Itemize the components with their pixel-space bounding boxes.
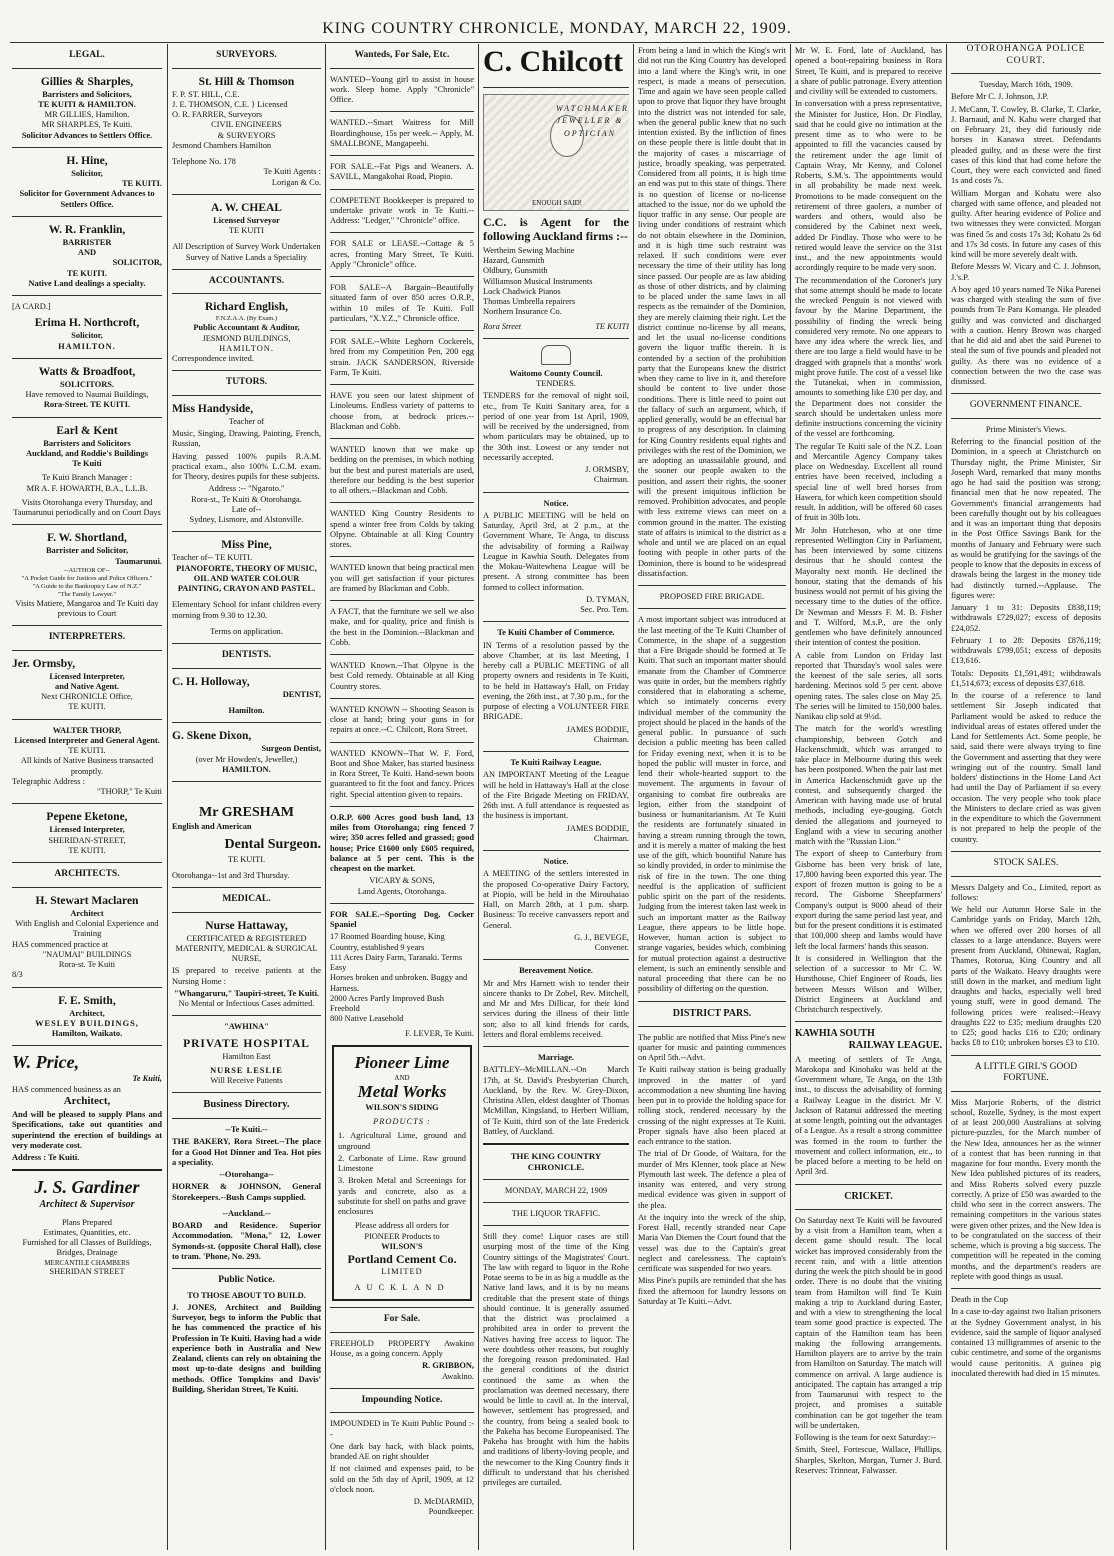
advert-name: C. H. Holloway, xyxy=(172,675,250,688)
agent-firm: Northern Insurance Co. xyxy=(483,307,562,317)
notice-heading: Te Kuiti Chamber of Commerce. xyxy=(497,628,615,638)
column-reports: OTOROHANGA POLICE COURT. Tuesday, March 16th, 1909. Before Mr C. J. Johnson, J.P. J. McCann, T. Cowley, B. Clarke, T. Clarke, J. Barnaud, and N. Kahu were charged that on February 21, they did furiously ride horses in Kanawa street. Defendants pleaded guilty, and as these were the first cases of this kind that had come before the Court, they were each convicted and fined 1s and costs 7s. William Morgan and Kohatu were also charged with same offence, and pleaded not guilty. After hearing evidence of Police and two witnesses they were convicted. Morgan was fined 5s and costs 17s 3d; Kohatu 2s 6d and 17s 3d costs. In future any cases of this kind will be more severely dealt with. Before Messrs W. Vicary and C. J. Johnson, J.'s.P. A boy aged 10 years named Te Nika Purenei was charged with stealing the sum of five pounds from Te Para Komanga. He pleaded guilty and was convicted and discharged with a caution. Henry Brown was charged that he did aid and abet the said Purenei to steal the sum of five pounds and pleaded not guilty. As there was no evidence of a connection between the two the case was dismissed. GOVERNMENT FINANCE. Prime Minister's Views. Referring to the financial position of the Dominion, in a speech at Christchurch on Thursday night, the Prime Minister, Sir Joseph Ward, remarked that many months ago he had said the position was strong; financial men that he now repeated. The Government's financial arrangements had been carefully thought out by his colleagues and it was an important thing that deposits in the Post Office Savings Bank for the months of January and February were such as would be gratifying for the savings of the people to know that the deposits in excess of drawals being the largest in the money tide had distinctly turned.--Applause. The figures were: January 1 to 31: Deposits £838,119; withdrawals £729,027; excess of deposits £24,052. February 1 to 28: Deposits £876,119; withdrawals £799,051; excess of deposits £13,616. Totals: Deposits £1,591,491; withdrawals £1,514,673; excess of deposits £37,618. In the course of a reference to land settlement Sir Joseph indicated that Parliament would be asked to reduce the individual areas of estates offered under the Land for Settlements Act. Some people, he said, said there were always trying to fine the Government and asserting that they were wringing out of the country. Small land holders' distinctions in the Home Land Act had until the Day of Parliament if so every occasion. The very people who took place the Ministers to declare cried as was given in the expenditure to which the Government is not prepared to help the people of the country. STOCK SALES. Messrs Dalgety and Co., Limited, report as follows: We held our Autumn Horse Sale in the Cambridge yards on Friday, March 12th, when we offered over 200 horses of all classes to a large attendance. Buyers were present from Auckland, Ohinewai, Raglan, Thames, Rotorua, King Country and all parts of the Waikato. Heavy draughts were still down in the market, and medium light draughts and hacks, especially well bred young stuff, were in good demand. The following prices were realised:--Heavy draughts £22 to £35; medium draughts £20 to £25; good hacks £16 to £20; ordinary hacks £8 to £10; unbroken horses £3 to £10. A LITTLE GIRL'S GOOD FORTUNE. Miss Marjorie Roberts, of the district school, Rozelle, Sydney, is the most expert of at least 200,000 Australians at solving picture-puzzles, for the March number of the New Idea, announces her as the winner of a contest that has been running in that magazine for four months. Every month the New Idea published pictures of its readers, and Miss Roberts solved every puzzle correctly. A prize of £50 was awarded to the child who sent in the correct answers. The remaining competitors in the various states were given other prizes, and the New Idea is to be congratulated on the success of their scheme, which is proving a big success. The competition will be repeated in the coming months, and the department's readers are replete with good things as usual. Death in the Cup In a case to-day against two Italian prisoners at the Sydney Government analyst, in his evidence, said the sample of liquor analysed contained 13 milligrammes of arsenic to the cubic centimetre, and some of the organisms would cause peritonitis. A guinea pig inoculated therewith had died in 15 minutes. xyxy=(951,44,1101,1378)
article-heading: THE LIQUOR TRAFFIC. xyxy=(511,1208,601,1218)
column-rule xyxy=(633,44,634,1550)
classified-ad: FOR SALE.--Sporting Dog, Cocker Spaniel xyxy=(330,909,474,930)
column-rule xyxy=(946,44,947,1550)
advert-name: WALTER THORP, xyxy=(52,725,122,735)
masthead xyxy=(0,0,1114,40)
section-heading: For Sale. xyxy=(383,1314,421,1325)
advert-name: Miss Pine, xyxy=(221,539,272,552)
classified-ad: FREEHOLD PROPERTY Awakino House, as a going concern. Apply xyxy=(330,1338,474,1359)
agent-firm: Williamson Musical Instruments xyxy=(483,276,593,286)
agent-firm: Wertheim Sewing Machine xyxy=(483,245,575,255)
advert-name: Erima H. Northcroft, xyxy=(34,317,140,330)
paper-name: THE KING COUNTRY CHRONICLE. xyxy=(510,1151,602,1172)
classified-ad: WANTED Known.--That Olpyne is the best Cold remedy. Obtainable at all King Country stores. xyxy=(330,661,474,691)
pioneer-lime-advert: Pioneer Lime AND Metal Works WILSON'S SIDING PRODUCTS : 1. Agricultural Lime, ground and unground 2. Carbonate of Lime. Raw ground Limestone 3. Broken Metal and Screenings for yards and concrete, also as a substitute for shell on paths and grave enclosures Please address all orders for PIONEER Products to WILSON'S Portland Cement Co. LIMITED AUCKLAND xyxy=(332,1045,472,1301)
column-legal: LEGAL. Gillies & Sharples, Barristers and Solicitors, TE KUITI & HAMILTON. MR GILLIES, Hamilton. MR SHARPLES, Te Kuiti. Solicitor Advances to Settlers Office. H. Hine, Solicitor, TE KUITI. Solicitor for Government Advances to Settlers Office. W. R. Franklin, BARRISTER AND SOLICITOR, TE KUITI. Native Land dealings a specialty. [A CARD.] Erima H. Northcroft, Solicitor, HAMILTON. Watts & Broadfoot, SOLICITORS. Have removed to Naumai Buildings, Rora-Street. TE KUITI. Earl & Kent Barristers and Solicitors Auckland, and Roddie's Buildings Te Kuiti Te Kuiti Branch Manager : MR A. F. HOWARTH, B.A., L.L.B. Visits Otorohanga every Thursday, and Taumarunui periodically and on Court Days F. W. Shortland, Barrister and Solicitor, Taumarunui. --AUTHOR OF-- "A Pocket Guide for Justices and Police Officers." "A Guide to the Bankruptcy Law of N.Z." "The Family Lawyer." Visits Matiere, Mangaroa and Te Kuiti day previous to Court INTERPRETERS. Jer. Ormsby, Licensed Interpreter, and Native Agent. Next CHRONICLE Office, TE KUITI. WALTER THORP, Licensed Interpreter and General Agent. TE KUITI. All kinds of Native Business transacted promptly. Telegraphic Address : "THORP," Te Kuiti Pepene Eketone, Licensed Interpreter, SHERIDAN-STREET, TE KUITI. ARCHITECTS. H. Stewart Maclaren Architect With English and Colonial Experience and Training HAS commenced practice at "NAUMAI" BUILDINGS Rora-st. Te Kuiti 8/3 F. E. Smith, Architect, WESLEY BUILDINGS, Hamilton, Waikato. W. Price, Te Kuiti, HAS commenced business as an Architect, And will be pleased to supply Plans and Specifications, take out quantities and superintend the erection of buildings at very moderate cost. Address : Te Kuiti. J. S. Gardiner Architect & Supervisor Plans Prepared Estimates, Quantities, etc. Furnished for all Classes of Buildings, Bridges, Drainage MERCANTILE CHAMBERS SHERIDAN STREET xyxy=(12,50,162,1277)
agent-firm: Lock Chadwick Pianos xyxy=(483,286,561,296)
notice-heading: Waitomo County Council. xyxy=(509,368,603,378)
classified-ad: FOR SALE--A Bargain--Beautifully situated farm of over 850 acres O.R.P., within 10 miles of Te Kuiti. Full particulars, "X.Y.Z.," Chronicle office. xyxy=(330,283,474,323)
classified-ad: IMPOUNDED in Te Kuiti Public Pound :-- xyxy=(330,1419,474,1439)
classified-ad: WANTED--Young girl to assist in house work. Sleep home. Apply "Chronicle" Office. xyxy=(330,74,474,105)
column-editorial: From being a land in which the King's writ did not run the King Country has developed into a land where the King's writ, in one respect, is made a means of persecution. Time and again we have seen people called upon to prove that liquor they have brought into the district was not intended for sale, when the general public knew that no such intention existed. By the infliction of fines on these people there is little doubt that in the majority of cases a miscarriage of justice, broadly speaking, was perpetrated. Considered from all points, it is high time an end was put to this state of things. There is no question of license or no-license attached to the issue, nor do we uphold the liquor traffic in any sense. Our people are living under conditions of restraint which do not obtain elsewhere in the Dominion, and it is high time such restraint was relaxed. If such conditions were ever necessary the time of their utility has long since passed. Our people are as law abiding as those of other districts, and by claiming to be placed under the same laws in all respects as the remainder of the Dominion, they are merely claiming their right. Let the district continue no-license by all means, and let the usual no-license conditions govern the liquor traffic therein. It is contended by a section of the prohibition party that the Europeans knew the district when they came to live in it, and therefore should be content to live under those conditions. There is little need to point out the fallacy of such an argument, which, if applied generally, would be an effectual bar to progress of any description. In claiming for King Country residents equal rights and privileges with the rest of the Dominion, we are adopting an unassailable ground, and the sooner our people awaken to the position, and assert their rights, the sooner will the present iniquitous infliction be removed. Prohibition advocates, and people with less extreme views can meet on a common ground in the matter. The existing state of affairs is inimical to the district as a whole and until we are placed on an equal footing with people in other parts of the Dominion, there is bound to be widespread dissatisfaction. PROPOSED FIRE BRIGADE. A most important subject was introduced at the last meeting of the Te Kuiti Chamber of Commerce, in the shape of a suggestion that a Fire Brigade should be formed at Te Kuiti. That such an important matter should emanate from the Chamber of Commerce was quite in order, but the members rightly considered that in elaborating a scheme, which so intimately concerns every individual member of the community the project should be placed in the hands of the general public. In pursuance of such decision a public meeting has been called for Friday evening next, when it is to be hoped the public will muster in force, and lend their whole-hearted support to the movement. The arguments in favour of organising to combat fire outbreaks are legion, either from the standpoint of business or humanitarianism. At Te Kuiti the residents are fortunately situated in having a stream running through the town, and it is merely a matter of making the best use of the gift, which bountiful Nature has so kindly provided, in order to minimise the risk of fire in the town. The one thing needful is the application of sufficient public spirit on the part of the residents. Judging from the interest taken last week in such an important matter as the Railway League, there appears to be little hope. However, human action is subject to strange vagaries, besides which, combining for mutual protection against a destructive element, is such an eminently sensible and natural proceeding that there can be no possibility of differing on the question. DISTRICT PARS. The public are notified that Miss Pine's new quarter for music and painting commences on April 5th.--Advt. Te Kuiti railway station is being gradually improved in the matter of yard accommodation a new shunting line having been put in to provide the holding space for rolling stock, rendered necessary by the crossing of the night expresses at Te Kuiti. Proper signals have also been placed at each entrance to the station. The trial of Dr Goode, of Waitara, for the murder of Mrs Klenner, took place at New Plymouth last week. The defence a plea of insanity was entered, and very strong medical evidence was given in support of the plea. At the inquiry into the wreck of the ship, Forest Hall, recently stranded near Cape Maria Van Diemen the Court found that the vessel was due to the Captain's great neglect and carelessness. The captain's certificate was suspended for two years. Miss Pine's pupils are reminded that she has fixed the afternoon for laundry lessons on Saturday at Te Kuiti.--Advt. xyxy=(638,46,786,1306)
advert-name: G. Skene Dixon, xyxy=(172,730,252,743)
section-heading: Public Notice. xyxy=(218,1275,275,1286)
classified-ad: WANTED known that being practical men you will get satisfaction if your pictures are framed by Blackman and Cobb. xyxy=(330,563,474,593)
classified-ad: O.R.P. 600 Acres good bush land, 13 miles from Otorohanga; ring fenced 7 wire; 350 acres felled and grassed; good house; Price £1600 only £605 required, balance at 5 per cent. This is the cheapest on the market. xyxy=(330,812,474,874)
classified-list xyxy=(330,75,474,800)
column-news: Mr W. E. Ford, late of Auckland, has opened a boot-repairing business in Rora Street, Te Kuiti, and is prepared to receive a share of public patronage. Every attention and civility will be extended to customers. In conversation with a press representative, the Minister for Justice, Hon. Dr Findlay, said that he could give no intimation at the present time as to who were to be appointed to fill the vacancies caused by the retirement under the age limit of Captain Wray, Mr Kenny, and Colonel Roberts, S.M.'s. The appointments would in all probability be made next week. Promotions to be made consequent on the retirement of three gaolers, a number of warders and others, would also be considered by the Cabinet next week, added Dr Findlay. Those who were to be retired would leave the service on the 31st inst., and the new appointments would accordingly require to be made very soon. The recommendation of the Coroner's jury that some attempt should be made to locate the wrecked Penguin is not viewed with favour by the Marine Department, the possibility of finding the wreck being considered very remote. No one appears to have any idea where the wreck lies, and there are too large a field would have to be dragged with grapnels that a months' work might prove futile. The cost of a vessel like the Tutanekai, when in commission, amounts to something like £30 per day, and the Department does not consider the search should be undertaken unless more definite instructions concerning the vicinity of the vessel are forthcoming. The regular Te Kuiti sale of the N.Z. Loan and Mercantile Agency Company takes place on Wednesday. Excellent all round entries have been received, including a special line of well bred horses from Hawera, for which keen competition should result. In addition, will be offered 60 cases of fruit in 30lb lots. Mr John Hutcheson, who at one time represented Wellington City in Parliament, has been interviewed by some citizens desirous that he should contest the Mayoralty next month. He declined the honour, stating that the demands of his business would not permit of his giving the necessary time to the duties of the office. Dr Newman and Messrs F. M. B. Fisher and T. Wilford, M.s.P., are the only gentlemen who have definitely announced their intention of contest the position. A cable from London on Friday last reported that Thursday's wool sales were the keenest of the sale series, all sorts hardening. Merinos sold 5 per cent. above opening rates. The sales close on May 25. The series will be limited to 150,000 bales. Nanikau clip sold at 9½d. The match for the world's wrestling championship, between Gotch and Hackenschmidt, which was arranged to take place in Melbourne during this week has been postponed. When the pair last met in America Hackenschmidt gave up the contest, and subsequently charged the American with having made use of brutal methods, including eye-gouging. Gotch denied the allegations and journeyed to England with a view to securing another match with the "Russian Lion." The export of sheep to Canterbury from Gisborne has been very brisk of late, 17,800 having been exported this year. The export of frozen mutton is going to be a record. The Gisborne Sheepfarmers' Company's output is 9000 ahead of their export during the same period last year, and but for the present conditions it is estimated that 100,000 sheep and lambs would have left the local farmers' hands this season. It is considered in Wellington that the selection of a successor to Mr C. W. Hursthouse, Chief Engineer of Roads, lies between Messrs Wilson and Wilber, District Engineers at Auckland and Christchurch respectively. KAWHIA SOUTH RAILWAY LEAGUE. A meeting of settlers of Te Anga, Marokopa and Kinohaku was held at the Government whare, Te Anga, on the 13th inst., to discuss the advisability of forming a Railway League in the district. Mr V. Jackson of Ratanui addressed the meeting at some length, pointing out the advantages of a League. As a result a strong committee was formed in the room to further the movement and collect information, etc., to be placed before a meeting to be held on April 3rd. CRICKET. On Saturday next Te Kuiti will be favoured by a visit from a Hamilton team, when a decent game should result. The local wicket has improved considerably from the recent rain, and with a little attention during the week the pitch should be in good order. There is no doubt that the visiting team from Hamilton will find Te Kuiti making a trip to Auckland during Easter, and with a view to strengthening the local team some good practice is expected. The captain of the Hamilton team has been making the following arrangements. Hamilton players are to arrive by the train from Hamilton on Saturday. The match will commence on arrival. A large audience is anticipated. The captain has arranged a trip from Taumarunui with respect to the project, and promises a suitable combination can be got together the team will be undertaken. Following is the team for next Saturday:-- Smith, Steel, Fortescue, Wallace, Phillips, Sharples, Skelton, Morgan, Turner J. Burd. Reserves: Trinnear, Falwasser. xyxy=(795,46,942,1475)
chilcott-name: C. Chilcott xyxy=(483,45,623,78)
section-heading: TUTORS. xyxy=(225,377,268,388)
section-heading: MEDICAL. xyxy=(222,894,271,904)
advert-name: Mr GRESHAM xyxy=(198,805,294,821)
article-heading: GOVERNMENT FINANCE. xyxy=(969,400,1083,411)
column-rule xyxy=(790,44,791,1550)
section-heading: SURVEYORS. xyxy=(216,50,277,60)
agent-firm: Hazard, Gunsmith xyxy=(483,256,545,266)
classified-ad: WANTED King Country Residents to spend a winter free from Colds by taking Olpyne. Obtainable at all King Country stores. xyxy=(330,509,474,550)
column-rule xyxy=(167,44,168,1550)
agent-firms-list xyxy=(483,246,629,318)
article-heading: OTOROHANGA POLICE COURT. xyxy=(966,44,1086,66)
advert-name: Jer. Ormsby, xyxy=(12,657,76,670)
column-classifieds: Wanteds, For Sale, Etc. WANTED--Young girl to assist in house work. Sleep home. Apply "Chronicle" Office. WANTED.--Smart Waitress for Mill Boardinghouse, 15s per week.-- Apply, M. SMALLBONE, Mangapeehi. FOR SALE.--Fat Pigs and Weaners. A. SAVILL, Mangakohai Road, Piopio. COMPETENT Bookkeeper is prepared to undertake private work in Te Kuiti.-- Address: "Ledger," "Chronicle" office. FOR SALE or LEASE.--Cottage & 5 acres, fronting Mary Street, Te Kuiti. Apply "Chronicle" office. FOR SALE--A Bargain--Beautifully situated farm of over 850 acres O.R.P., within 10 miles of Te Kuiti. Full particulars, "X.Y.Z.," Chronicle office. FOR SALE.--White Leghorn Cockerels, bred from my Competition Pen, 200 egg strain. JACK SANDERSON, Riverside Farm, Te Kuiti. HAVE you seen our latest shipment of Linoleums. Endless variety of patterns to choose from, at bedrock prices.--Blackman and Cobb. WANTED known that we make up bedding on the premises, in which nothing but the best and purest materials are used, therefore our bedding is the best superior to all others.--Blackman and Cobb. WANTED King Country Residents to spend a winter free from Colds by taking Olpyne. Obtainable at all King Country stores. WANTED known that being practical men you will get satisfaction if your pictures are framed by Blackman and Cobb. A FACT, that the furniture we sell we also make, and for quality, price and finish is the best in the Dominion.--Blackman and Cobb. WANTED Known.--That Olpyne is the best Cold remedy. Obtainable at all King Country stores. WANTED KNOWN -- Shooting Season is close at hand; bring your guns in for repairs at once.--C. Chilcott, Rora Street. WANTED KNOWN--That W. F. Ford, Boot and Shoe Maker, has started business in Rora Street, Te Kuiti. Hand-sewn boots guaranteed to fit the foot and fancy. Prices right. Special attention given to repairs. O.R.P. 600 Acres good bush land, 13 miles from Otorohanga; ring fenced 7 wire; 350 acres felled and grassed; good house; Price £1600 only £605 required, balance at 5 per cent. This is the cheapest on the market. VICARY & SONS, Land Agents, Otorohanga. FOR SALE.--Sporting Dog, Cocker Spaniel 17 Roomed Boarding house, King Country, established 9 years 111 Acres Dairy Farm, Taranaki. Terms Easy Horses broken and unbroken. Buggy and Harness. 2000 Acres Partly Improved Bush Freehold 800 Native Leasehold F. LEVER, Te Kuiti. Pioneer Lime AND Metal Works WILSON'S SIDING PRODUCTS : 1. Agricultural Lime, ground and unground 2. Carbonate of Lime. Raw ground Limestone 3. Broken Metal and Screenings for yards and concrete, also as a substitute for shell on paths and grave enclosures Please address all orders for PIONEER Products to WILSON'S Portland Cement Co. LIMITED AUCKLAND For Sale. FREEHOLD PROPERTY Awakino House, as a going concern. Apply R. GRIBBON, Awakino. Impounding Notice. IMPOUNDED in Te Kuiti Public Pound :-- One dark bay hack, with black points, branded AE on right shoulder If not claimed and expenses paid, to be sold on the 5th day of April, 1909, at 12 o'clock noon. D. McDIARMID, Poundkeeper. xyxy=(330,50,474,1517)
chilcott-illustration: WATCHMAKER JEWELLER & OPTICIAN ENOUGH SAID! xyxy=(483,94,629,211)
notice-heading: Notice. xyxy=(543,498,569,508)
advert-name: A. W. CHEAL xyxy=(211,201,282,214)
advert-name: Earl & Kent xyxy=(56,424,118,437)
notice-heading: Bereavement Notice. xyxy=(519,966,593,976)
section-heading: DENTISTS. xyxy=(221,650,272,661)
classified-ad: WANTED KNOWN--That W. F. Ford, Boot and Shoe Maker, has started business in Rora Street, Te Kuiti. Hand-sewn boots guaranteed to fit the foot and fancy. Prices right. Special attention given to repairs. xyxy=(330,748,474,799)
advert-name: Nurse Hattaway, xyxy=(205,919,288,932)
article-heading: STOCK SALES. xyxy=(993,857,1059,868)
column-professional: SURVEYORS. St. Hill & Thomson F. P. ST. HILL, C.E. J. E. THOMSON, C.E. } Licensed O. R. FARRER, Surveyors CIVIL ENGINEERS & SURVEYORS Jesmond Chambers Hamilton Telephone No. 178 Te Kuiti Agents : Lorigan & Co. A. W. CHEAL Licensed Surveyor TE KUITI All Description of Survey Work Undertaken Survey of Native Lands a Speciality ACCOUNTANTS. Richard English, F.N.Z.A.A. (By Exam.) Public Accountant & Auditor, JESMOND BUILDINGS, HAMILTON. Correspondence invited. TUTORS. Miss Handyside, Teacher of Music, Singing, Drawing, Painting, French, Russian, Having passed 100% pupils R.A.M. practical exam., also 100% L.C.M. exam. for Theory, desires pupils for these subjects. Address :-- "Ngaroto." Rora-st., Te Kuiti & Otorohanga. Late of-- Sydney, Lismore, and Alstonville. Miss Pine, Teacher of-- TE KUITI. PIANOFORTE, THEORY OF MUSIC, OIL AND WATER COLOUR PAINTING, CRAYON AND PASTEL. Elementary School for infant children every morning from 9.30 to 12.30. Terms on application. DENTISTS. C. H. Holloway, DENTIST, Hamilton. G. Skene Dixon, Surgeon Dentist, (over Mr Howden's, Jeweller,) HAMILTON. Mr GRESHAM English and American Dental Surgeon. TE KUITI. Otorohanga--1st and 3rd Thursday. MEDICAL. Nurse Hattaway, CERTIFICATED & REGISTERED MATERNITY, MEDICAL & SURGICAL NURSE, IS prepared to receive patients at the Nursing Home : "Whangaruru," Taupiri-street, Te Kuiti. No Mental or Infectious Cases admitted. "AWHINA" PRIVATE HOSPITAL Hamilton East NURSE LESLIE Will Receive Patients Business Directory. --Te Kuiti.-- THE BAKERY, Rora Street.--The place for a Good Hot Dinner and Tea. Hot pies a speciality. --Otorohanga-- HORNER & JOHNSON, General Storekeepers.--Bush Camps supplied. --Auckland.-- BOARD and Residence. Superior Accommodation. "Mona," 12, Lower Symonds-st. (opposite Choral Hall), close to tram. 'Phone, No. 293. Public Notice. TO THOSE ABOUT TO BUILD. J. JONES, Architect and Building Surveyor, begs to inform the Public that he has commenced the practice of his Profession in Te Kuiti. Having had a wide experience both in Australia and New Zealand, clients can rely on obtaining the most up-to-date designs and building methods. Office Tompkins and Davis' Building, Sheridan Street, Te Kuiti. xyxy=(172,50,321,1394)
section-heading: INTERPRETERS. xyxy=(48,632,126,643)
classified-ad: COMPETENT Bookkeeper is prepared to undertake private work in Te Kuiti.-- Address: "Ledger," "Chronicle" office. xyxy=(330,195,474,226)
masthead-title: KING COUNTRY CHRONICLE, MONDAY, MARCH 22, 1909. xyxy=(322,20,792,37)
advert-name: F. W. Shortland, xyxy=(47,532,127,545)
crest-icon xyxy=(541,345,571,365)
article-heading: CRICKET. xyxy=(844,1190,893,1202)
notice-heading: Notice. xyxy=(543,857,569,867)
masthead-rule xyxy=(10,42,1104,43)
notice-heading: Te Kuiti Railway League. xyxy=(510,758,602,768)
section-heading: Business Directory. xyxy=(203,1099,290,1111)
article-heading: KAWHIA SOUTH xyxy=(795,1028,875,1040)
classified-ad: FOR SALE.--White Leghorn Cockerels, bred from my Competition Pen, 200 egg strain. JACK SANDERSON, Riverside Farm, Te Kuiti. xyxy=(330,337,474,377)
article-heading: A LITTLE GIRL'S GOOD FORTUNE. xyxy=(974,1061,1078,1084)
classified-ad: WANTED KNOWN -- Shooting Season is close at hand; bring your guns in for repairs at once.--C. Chilcott, Rora Street. xyxy=(330,704,474,735)
section-heading: ACCOUNTANTS. xyxy=(208,275,285,286)
column-notices: C. Chilcott WATCHMAKER JEWELLER & OPTICIAN ENOUGH SAID! C.C. is Agent for the following Auckland firms :-- Wertheim Sewing Machine Hazard, Gunsmith Oldbury, Gunsmith Williamson Musical Instruments Lock Chadwick Pianos Thomas Umbrella repairers Northern Insurance Co. Rora Street TE KUITI Waitomo County Council. TENDERS. TENDERS for the removal of night soil, etc., from Te Kuiti Sanitary area, for a period of one year from 1st April, 1909, will be received by the undersigned, from whom particulars may be obtained, up to the 30th inst. Lowest or any tender not necessarily accepted. J. ORMSBY, Chairman. Notice. A PUBLIC MEETING will be held on Saturday, April 3rd, at 2 p.m., at the Government Whare, Te Anga, to discuss the advisability of forming a Railway League in Kawhia South. Delegates from the Mokau-Waitewhena League will be present. A strong committee has been formed to collect information. D. TYMAN, Sec. Pro. Tem. Te Kuiti Chamber of Commerce. IN Terms of a resolution passed by the above Chamber, at its last Meeting, I hereby call a PUBLIC MEETING of all property owners and residents in Te Kuiti, to be held in Hattaway's Hall, on Friday evening, the 26th inst., at 7.30 p.m., for the purpose of electing a VOLUNTEER FIRE BRIGADE. JAMES BODDIE, Chairman. Te Kuiti Railway League. AN IMPORTANT Meeting of the League will be held in Hattaway's Hall at the close of the Fire Brigade Meeting on FRIDAY, 26th inst. A full attendance is requested as the business is important. JAMES BODDIE, Chairman. Notice. A MEETING of the settlers interested in the proposed Co-operative Dairy Factory, at Piopio, will be held in the Mirouhaiao Hall, on March 28th, at 1 p.m. sharp. Business: To receive canvassers report and General. G. J., BEVEGE, Convener. Bereavement Notice. Mr and Mrs Harnett wish to tender their sincere thanks to Dr Zobel, Rev. Mitchell, and Mr and Mrs Dillicar, for their kind services during the illness of their little son; also to all kind friends for cards, letters and floral emblems received. Marriage. BATTLEY--McMILLAN.--On March 17th, at St. David's Presbyterian Church, Auckland, by the Rev. W. Grey-Dixon, Christina Allen, eldest daughter of Thomas McMillan, Kingsland, to Herbert William, of Te Kuiti, third son of the late Frederick Battley, of Auckland. THE KING COUNTRY CHRONICLE. MONDAY, MARCH 22, 1909 THE LIQUOR TRAFFIC. Still they come! Liquor cases are still usurping most of the time of the King Country sittings of the Magistrates' Court. The law with regard to liquor in the Rohe Potae seems to be in as big a muddle as the Native land laws, and it is by no means creditable that the present state of things should continue. It is generally assumed that the district was proclaimed a prohibited area in order to prevent the Natives having free access to liquor. The were doubtless other reasons, but roughly the foregoing reason predominated. Had the general conditions of the district continued the same as when the proclamation was deemed necessary, there would be little to cavil at. In the interval, however, settlement has progressed, and the country, from being a sealed book to the Pakeha has become Europeanised. The Pakeha has brought with him the habits and traditions of liberty-loving people, and the newcomer to the King Country finds it difficult to understand that his cherished privileges are curtailed. xyxy=(483,45,629,1488)
classified-ad: A FACT, that the furniture we sell we also make, and for quality, price and finish is the best in the Dominion.--Blackman and Cobb. xyxy=(330,607,474,647)
section-heading: Impounding Notice. xyxy=(361,1394,443,1405)
column-rule xyxy=(478,44,479,1550)
classified-ad: WANTED.--Smart Waitress for Mill Boardinghouse, 15s per week.-- Apply, M. SMALLBONE, Mangapeehi. xyxy=(330,118,474,148)
advert-name: Pepene Eketone, xyxy=(46,811,128,824)
advert-name: W. Price, xyxy=(12,1052,80,1073)
advert-name: H. Stewart Maclaren xyxy=(35,894,139,907)
agent-firm: Oldbury, Gunsmith xyxy=(483,266,548,276)
advert-name: Watts & Broadfoot, xyxy=(38,365,136,378)
advert-name: Gillies & Sharples, xyxy=(40,75,134,88)
classified-ad: WANTED known that we make up bedding on the premises, in which nothing but the best and purest materials are used, therefore our bedding is the best superior to all others.--Blackman and Cobb. xyxy=(330,445,474,496)
article-heading: DISTRICT PARS. xyxy=(672,1007,752,1019)
paper-date: MONDAY, MARCH 22, 1909 xyxy=(504,1185,608,1195)
advert-name: H. Hine, xyxy=(66,154,108,167)
classified-ad: FOR SALE.--Fat Pigs and Weaners. A. SAVILL, Mangakohai Road, Piopio. xyxy=(330,162,474,182)
column-rule xyxy=(325,44,326,1550)
advert-name: Richard English, xyxy=(204,301,289,314)
article-heading: RAILWAY LEAGUE. xyxy=(848,1040,942,1052)
advert-name: Miss Handyside, xyxy=(172,402,254,415)
advert-name: W. R. Franklin, xyxy=(48,223,126,236)
section-heading: LEGAL. xyxy=(69,50,105,60)
notice-heading: Marriage. xyxy=(537,1053,575,1063)
classified-ad: FOR SALE or LEASE.--Cottage & 5 acres, fronting Mary Street, Te Kuiti. Apply "Chronicle" office. xyxy=(330,239,474,269)
agent-firm: Thomas Umbrella repairers xyxy=(483,297,576,307)
article-heading: PROPOSED FIRE BRIGADE. xyxy=(659,592,765,601)
classified-ad: HAVE you seen our latest shipment of Linoleums. Endless variety of patterns to choose from, at bedrock prices.--Blackman and Cobb. xyxy=(330,391,474,431)
advert-name: F. E. Smith, xyxy=(58,994,116,1007)
advert-name: St. Hill & Thomson xyxy=(198,75,295,88)
section-heading: ARCHITECTS. xyxy=(54,869,120,880)
section-heading: Wanteds, For Sale, Etc. xyxy=(354,50,450,60)
advert-name: J. S. Gardiner xyxy=(34,1177,140,1198)
article-heading: Death in the Cup xyxy=(951,1295,1008,1305)
